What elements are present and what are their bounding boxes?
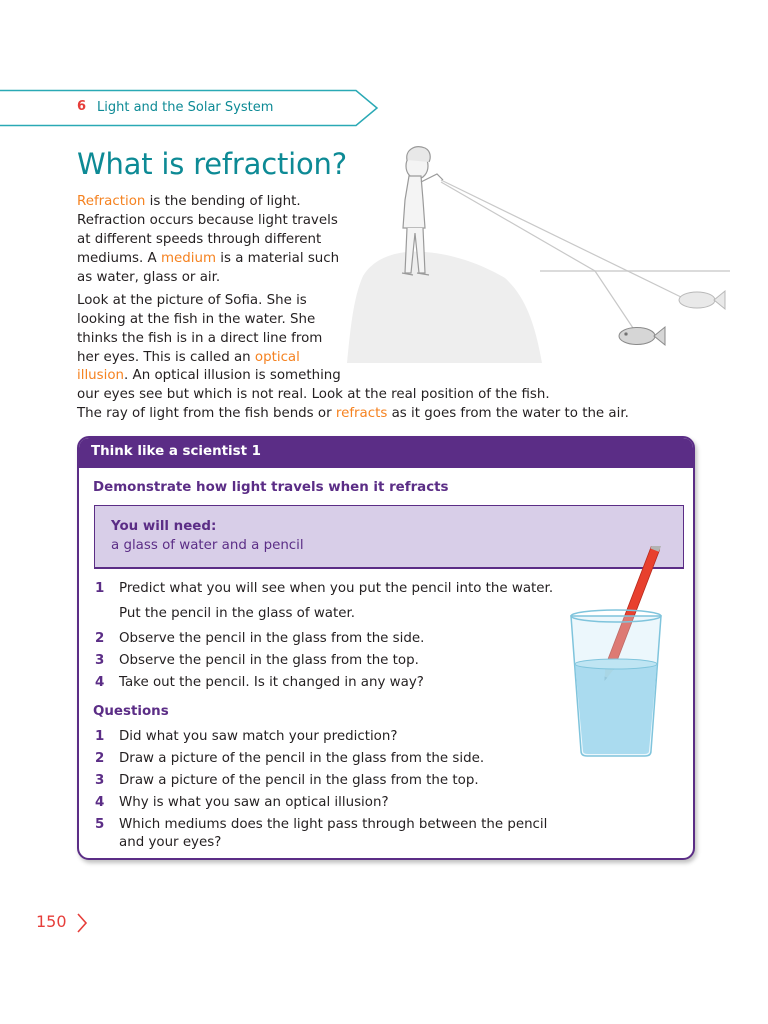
intro-line: mediums. A (77, 251, 161, 266)
question-text: and your eyes? (119, 835, 222, 850)
intro-line: as water, glass or air. (77, 270, 221, 285)
chevron-right-icon (76, 912, 88, 934)
sofia-line: thinks the fish is in a direct line from (77, 331, 323, 346)
sofia-line: our eyes see but which is not real. Look at the real position of the fish. (77, 387, 550, 402)
question-number: 3 (95, 773, 105, 788)
intro-paragraph (77, 192, 352, 287)
question-number: 4 (95, 795, 105, 810)
water (575, 661, 657, 754)
question-text: Draw a picture of the pencil in the glass from the side. (119, 751, 485, 766)
question-text: Draw a picture of the pencil in the glass from the top. (119, 773, 479, 788)
question-number: 2 (95, 751, 105, 766)
step-number: 1 (95, 581, 105, 596)
rock (347, 252, 542, 363)
chapter-title: Light and the Solar System (97, 100, 274, 115)
intro-line: at different speeds through different (77, 232, 322, 247)
sofia-paragraph-continued (77, 366, 677, 423)
sofia-fish-illustration (345, 138, 735, 363)
think-like-a-scientist-box (77, 436, 695, 860)
intro-line: is the bending of light. (145, 194, 301, 209)
step-text: Observe the pencil in the glass from the side. (119, 631, 425, 646)
step-text: Observe the pencil in the glass from the top. (119, 653, 419, 668)
activity-title: Think like a scientist 1 (91, 444, 261, 459)
need-title: You will need: (111, 519, 217, 534)
keyword-optical: optical (254, 350, 300, 365)
sofia-line: looking at the fish in the water. She (77, 312, 316, 327)
step-number: 4 (95, 675, 105, 690)
glass-with-pencil-illustration (561, 546, 671, 758)
apparent-fish (679, 291, 725, 309)
intro-line: is a material such (216, 251, 340, 266)
intro-line: Refraction occurs because light travels (77, 213, 338, 228)
step-text: Take out the pencil. Is it changed in any way? (119, 675, 424, 690)
question-number: 5 (95, 817, 105, 832)
sofia-line: The ray of light from the fish bends or (77, 406, 336, 421)
page-title: What is refraction? (77, 147, 347, 181)
step-text: Put the pencil in the glass of water. (119, 606, 356, 621)
keyword-refraction: Refraction (77, 194, 146, 209)
activity-header (79, 438, 693, 468)
sofia-line: as it goes from the water to the air. (387, 406, 629, 421)
sofia-line: Look at the picture of Sofia. She is (77, 293, 307, 308)
questions-heading: Questions (93, 704, 169, 719)
step-number: 2 (95, 631, 105, 646)
question-number: 1 (95, 729, 105, 744)
keyword-medium: medium (160, 251, 216, 266)
step-number: 3 (95, 653, 105, 668)
activity-subtitle: Demonstrate how light travels when it refracts (93, 480, 449, 495)
sofia-line: . An optical illusion is something (124, 368, 341, 383)
keyword-refracts: refracts (335, 406, 388, 421)
page-number: 150 (36, 912, 67, 931)
sofia-paragraph (77, 291, 352, 367)
question-text: Which mediums does the light pass through between the pencil (119, 817, 548, 832)
question-text: Why is what you saw an optical illusion? (119, 795, 389, 810)
sofia-line: her eyes. This is called an (77, 350, 255, 365)
question-text: Did what you saw match your prediction? (119, 729, 398, 744)
chapter-number: 6 (77, 99, 87, 114)
real-fish (619, 327, 665, 345)
step-text: Predict what you will see when you put the pencil into the water. (119, 581, 554, 596)
keyword-illusion: illusion (77, 368, 125, 383)
need-text: a glass of water and a pencil (111, 538, 304, 553)
